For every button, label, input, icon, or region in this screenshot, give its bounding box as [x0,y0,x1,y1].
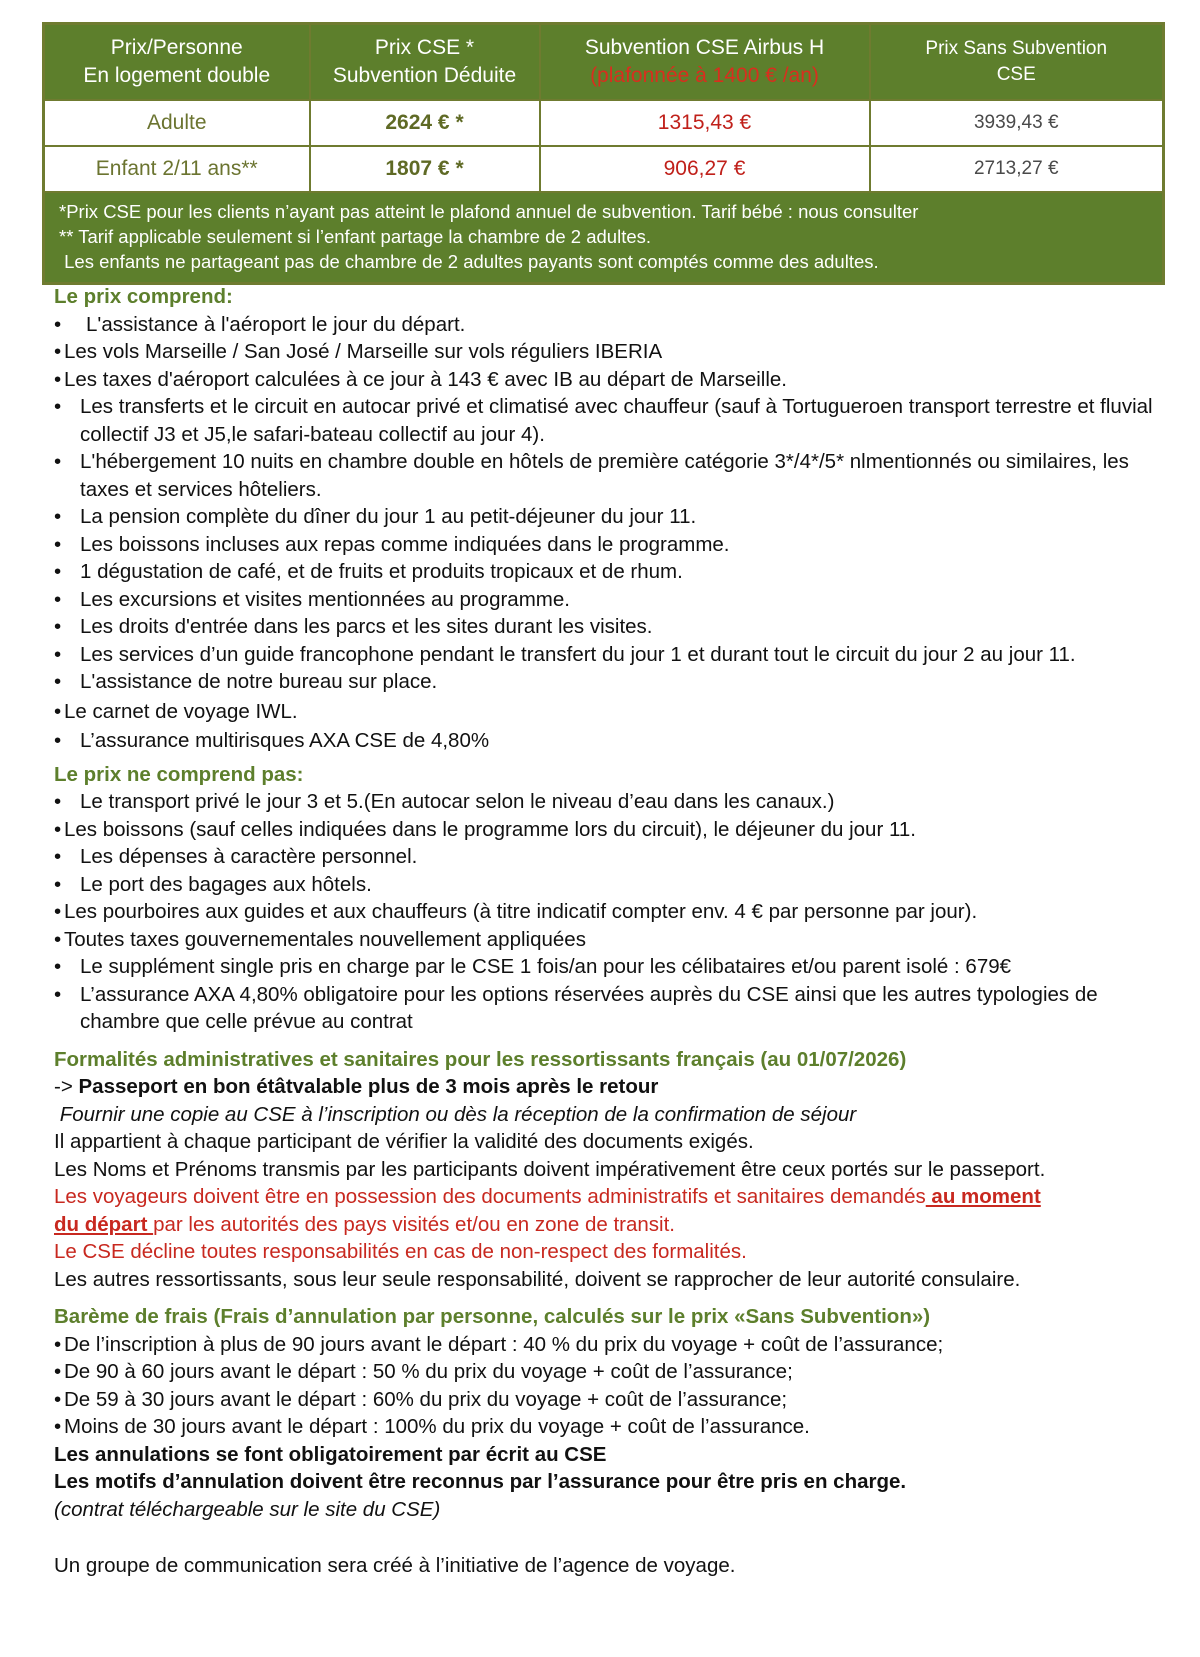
list-item [54,338,1164,366]
list-item [54,503,1164,531]
bullet-icon: • [54,699,62,723]
list-item-text: Les services d’un guide francophone pendant le transfert du jour 1 et durant tout le circuit du jour 2 au jour 11. [80,642,1076,666]
header-price-cse [310,24,540,101]
list-item [54,816,1164,844]
bullet-icon: • [54,505,62,528]
list-item-text: L’assurance AXA 4,80% obligatoire pour les options réservées auprès du CSE ainsi que les autres typologies de chambre que celle prévue au contrat [80,982,1098,1033]
bullet-icon: • [54,340,62,363]
bullet-icon: • [54,955,62,978]
list-item-text: Les transferts et le circuit en autocar privé et climatisé avec chauffeur (sauf à Tortugueroen transport terrestre et fluvial collectif J3 et J5,le safari-bateau collectif au jour 4). [80,395,1153,446]
row-label: Adulte [44,100,310,146]
bullet-icon: • [54,1415,62,1438]
list-item [54,531,1164,559]
other-nationals-note: Les autres ressortissants, sous leur seule responsabilité, doivent se rapprocher de leur autorité consulaire. [54,1267,1021,1291]
list-item-text: Les pourboires aux guides et aux chauffeurs (à titre indicatif compter env. 4 € par personne par jour). [64,900,978,923]
list-item [54,668,1164,696]
warning-emphasis: du départ [54,1212,154,1236]
decline-note: Le CSE décline toutes responsabilités en cas de non-respect des formalités. [54,1240,747,1263]
list-item [54,788,1164,816]
document-body [54,283,1164,1580]
list-item-text: L'hébergement 10 nuits en chambre double en hôtels de première catégorie 3*/4*/5* nlmentionnés ou similaires, les taxes et services hôteliers. [80,450,1129,501]
header-line: En logement double [83,64,271,87]
fees-title: Barème de frais (Frais d’annulation par personne, calculés sur le prix «Sans Subvention») [54,1305,931,1328]
bullet-icon: • [54,927,62,951]
price-no-subvention-cell: 3939,43 € [870,100,1164,146]
bullet-icon: • [54,982,62,1006]
list-item-text: Les vols Marseille / San José / Marseille sur vols réguliers IBERIA [64,340,663,363]
bullet-icon: • [54,615,62,638]
price-table-header-row [44,24,1164,101]
list-item-text: La pension complète du dîner du jour 1 au petit-déjeuner du jour 11. [80,505,697,528]
copy-note: Fournir une copie au CSE à l’inscription ou dès la réception de la confirmation de séjour [54,1102,857,1126]
list-item-text: L’assurance multirisques AXA CSE de 4,80% [80,729,490,752]
list-item [54,586,1164,614]
list-item-text: Les droits d'entrée dans les parcs et les sites durant les visites. [80,615,653,638]
header-price-per-person [44,24,310,101]
price-table-footnotes [44,192,1164,284]
table-row [44,146,1164,192]
includes-list [54,311,1164,755]
header-line: Prix/Personne [110,36,243,59]
price-cse-cell: 2624 € * [310,100,540,146]
warning-text: par les autorités des pays visités et/ou en zone de transit. [153,1212,675,1236]
list-item-text: Les dépenses à caractère personnel. [80,845,418,868]
list-item-text: De l’inscription à plus de 90 jours avant le départ : 40 % du prix du voyage + coût de l’assurance; [64,1332,944,1356]
bullet-icon: • [54,900,62,923]
list-item-text: Le port des bagages aux hôtels. [80,872,372,896]
bullet-icon: • [54,642,62,666]
subvention-cell: 906,27 € [540,146,870,192]
list-item [54,1413,1164,1441]
list-item [54,448,1164,503]
documents-warning [54,1183,1164,1238]
list-item [54,926,1164,954]
excludes-list [54,788,1164,1036]
bullet-icon: • [54,1387,62,1411]
header-price-no-subvention [870,24,1164,101]
list-item-text: Les taxes d'aéroport calculées à ce jour à 143 € avec IB au départ de Marseille. [64,367,787,391]
list-item-text: Les boissons (sauf celles indiquées dans le programme lors du circuit), le déjeuner du jour 11. [64,817,916,841]
row-label: Enfant 2/11 ans** [44,146,310,192]
footnote: *Prix CSE pour les clients n’ayant pas atteint le plafond annuel de subvention. Tarif bébé : nous consulter [59,201,919,222]
list-item-text: 1 dégustation de café, et de fruits et produits tropicaux et de rhum. [80,560,683,583]
header-line: CSE [996,64,1036,85]
passport-requirement [54,1073,1164,1101]
bullet-icon: • [54,1332,62,1356]
bullet-icon: • [54,587,62,611]
arrow-prefix: -> [54,1075,79,1098]
bullet-icon: • [54,729,62,752]
list-item [54,843,1164,871]
price-cse-cell: 1807 € * [310,146,540,192]
list-item [54,1386,1164,1414]
list-item-text: Moins de 30 jours avant le départ : 100% du prix du voyage + coût de l’assurance. [64,1415,810,1438]
list-item-text: L'assistance de notre bureau sur place. [80,670,438,693]
price-table [42,22,1165,285]
list-item-text: Le transport privé le jour 3 et 5.(En autocar selon le niveau d’eau dans les canaux.) [80,790,835,813]
bullet-icon: • [54,872,62,896]
list-item-text: L'assistance à l'aéroport le jour du départ. [86,312,466,336]
fees-list [54,1331,1164,1441]
bullet-icon: • [54,790,62,813]
list-item-text: Toutes taxes gouvernementales nouvellement appliquées [64,927,586,951]
list-item-text: De 59 à 30 jours avant le départ : 60% du prix du voyage + coût de l’assurance; [64,1387,788,1411]
list-item [54,366,1164,394]
table-row [44,100,1164,146]
bullet-icon: • [54,670,62,693]
header-line: Prix Sans Subvention [925,38,1108,59]
written-cancellation-note: Les annulations se font obligatoirement par écrit au CSE [54,1442,607,1466]
list-item-text: Les excursions et visites mentionnées au programme. [80,587,570,611]
formalities-title: Formalités administratives et sanitaires pour les ressortissants français (au 01/07/2026) [54,1047,907,1071]
bullet-icon: • [54,817,62,841]
list-item [54,871,1164,899]
list-item [54,953,1164,981]
bullet-icon: • [54,560,62,583]
header-line: Subvention CSE Airbus H [584,36,825,59]
bullet-icon: • [54,367,62,391]
list-item [54,1331,1164,1359]
header-cap-note: (plafonnée à 1400 € /an) [590,64,819,87]
names-note: Les Noms et Prénoms transmis par les participants doivent impérativement être ceux portés sur le passeport. [54,1157,1046,1181]
list-item [54,981,1164,1036]
list-item [54,641,1164,669]
bullet-icon: • [54,395,62,418]
validity-note: Il appartient à chaque participant de vérifier la validité des documents exigés. [54,1130,754,1153]
bullet-icon: • [54,312,62,336]
price-no-subvention-cell: 2713,27 € [870,146,1164,192]
bullet-icon: • [54,845,62,868]
communication-group-note: Un groupe de communication sera créé à l’initiative de l’agence de voyage. [54,1554,736,1577]
bullet-icon: • [54,1360,62,1383]
warning-text: Les voyageurs doivent être en possession des documents administratifs et sanitaires demandés [54,1185,926,1208]
list-item-text: De 90 à 60 jours avant le départ : 50 % du prix du voyage + coût de l’assurance; [64,1360,793,1383]
excludes-title: Le prix ne comprend pas: [54,762,304,786]
footnote: Les enfants ne partageant pas de chambre de 2 adultes payants sont comptés comme des adultes. [59,251,879,272]
includes-title: Le prix comprend: [54,285,233,308]
footnotes-cell [44,192,1164,284]
list-item [54,1358,1164,1386]
cancellation-reasons-note: Les motifs d’annulation doivent être reconnus par l’assurance pour être pris en charge. [54,1470,907,1493]
warning-emphasis: au moment [925,1185,1041,1208]
list-item [54,558,1164,586]
list-item-text: Le carnet de voyage IWL. [64,699,298,723]
passport-text: Passeport en bon étâtvalable plus de 3 mois après le retour [78,1075,659,1098]
contract-note: (contrat téléchargeable sur le site du CSE) [54,1497,441,1521]
list-item-text: Le supplément single pris en charge par le CSE 1 fois/an pour les célibataires et/ou parent isolé : 679€ [80,955,1012,978]
list-item [54,613,1164,641]
subvention-cell: 1315,43 € [540,100,870,146]
list-item [54,311,1164,339]
list-item-text: Les boissons incluses aux repas comme indiquées dans le programme. [80,532,730,556]
header-line: Subvention Déduite [332,64,517,87]
bullet-icon: • [54,532,62,556]
list-item [54,393,1164,448]
footnote: ** Tarif applicable seulement si l’enfant partage la chambre de 2 adultes. [59,226,652,247]
list-item [54,727,1164,755]
list-item [54,898,1164,926]
header-line: Prix CSE * [374,36,475,59]
header-subvention [540,24,870,101]
bullet-icon: • [54,450,62,473]
list-item [54,698,1164,726]
